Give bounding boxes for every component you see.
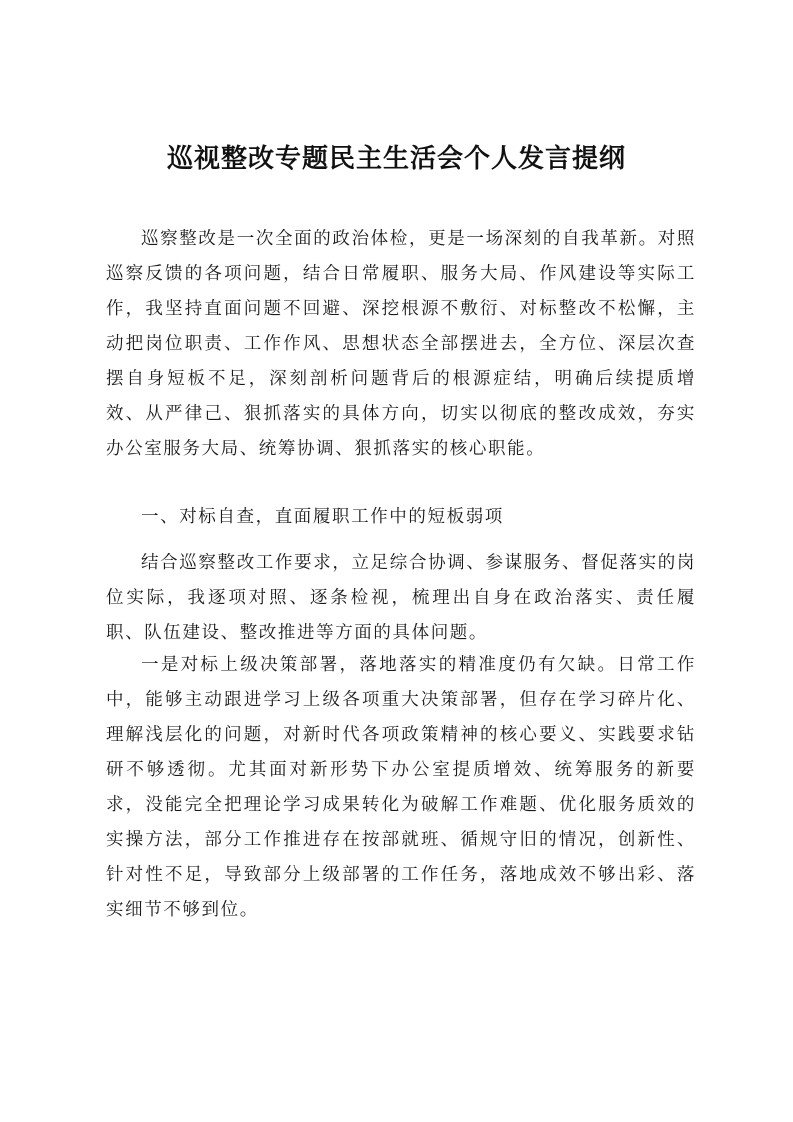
paragraph-problem-1: 一是对标上级决策部署，落地落实的精准度仍有欠缺。日常工作中，能够主动跟进学习上级各项重大决策部署，但存在学习碎片化、理解浅层化的问题，对新时代各项政策精神的核心要义、实践要求钻研不够透彻。尤其面对新形势下办公室提质增效、统筹服务的新要求，没能完全把理论学习成果转化为破解工作难题、优化服务质效的实操方法，部分工作推进存在按部就班、循规守旧的情况，创新性、针对性不足，导致部分上级部署的工作任务，落地成效不够出彩、落实细节不够到位。	[106, 655, 696, 920]
section-heading-1: 一、对标自查，直面履职工作中的短板弱项	[141, 507, 504, 527]
paragraph-section-1-overview: 结合巡察整改工作要求，立足综合协调、参谋服务、督促落实的岗位实际，我逐项对照、逐条检视，梳理出自身在政治落实、责任履职、队伍建设、整改推进等方面的具体问题。	[106, 553, 696, 643]
paragraph-intro: 巡察整改是一次全面的政治体检，更是一场深刻的自我革新。对照巡察反馈的各项问题，结合日常履职、服务大局、作风建设等实际工作，我坚持直面问题不回避、深挖根源不敷衍、对标整改不松懈，主动把岗位职责、工作作风、思想状态全部摆进去，全方位、深层次查摆自身短板不足，深刻剖析问题背后的根源症结，明确后续提质增效、从严律己、狠抓落实的具体方向，切实以彻底的整改成效，夯实办公室服务大局、统筹协调、狠抓落实的核心职能。	[106, 229, 696, 459]
document-title: 巡视整改专题民主生活会个人发言提纲	[166, 144, 626, 174]
